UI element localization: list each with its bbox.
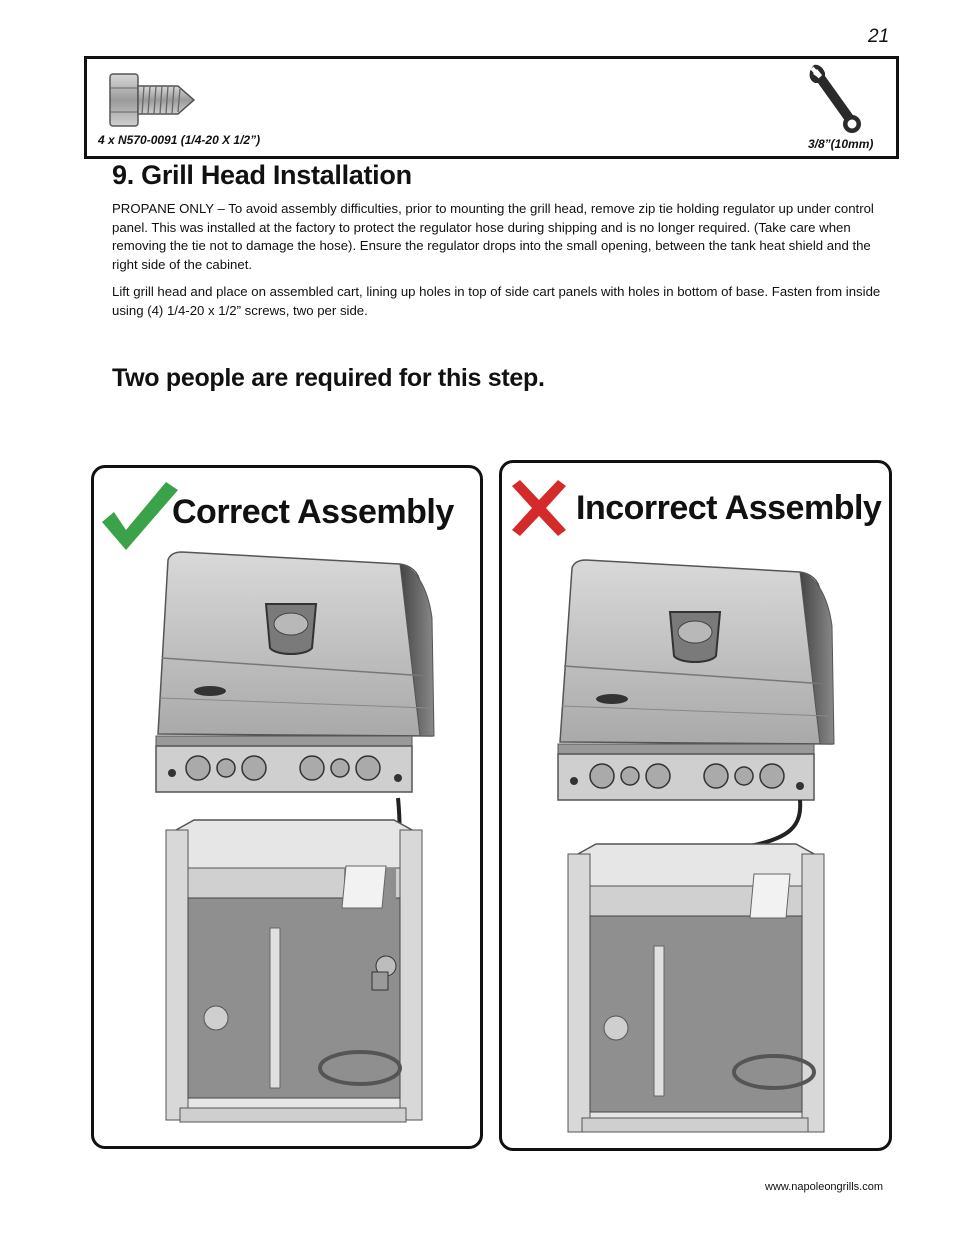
- section-title: 9. Grill Head Installation: [112, 160, 412, 190]
- cross-icon: [508, 478, 570, 538]
- incorrect-grill-illustration: [550, 556, 842, 1140]
- wrench-caption: 3/8”(10mm): [808, 137, 874, 151]
- instruction-paragraph-2: Lift grill head and place on assembled cart, lining up holes in top of side cart panels with holes in bottom of base. Fasten from inside using (4) 1/4-20 x 1/2” screws, two per side.: [112, 284, 881, 318]
- correct-grill-illustration: [150, 548, 440, 1138]
- checkmark-icon: [100, 480, 180, 552]
- screw-icon: [106, 70, 198, 130]
- instruction-paragraph-1: PROPANE ONLY – To avoid assembly difficulties, prior to mounting the grill head, remove zip tie holding regulator up under control panel. This was installed at the factory to protect the regulator hose during shipping and is no longer required. (Take care when removing the tie not to damage the hose). Ensure the regulator drops into the small opening, between the tank heat shield and the right side of the cabinet.: [112, 201, 874, 272]
- footer-website: www.napoleongrills.com: [765, 1181, 883, 1193]
- screw-caption: 4 x N570-0091 (1/4-20 X 1/2”): [98, 133, 261, 147]
- incorrect-assembly-title: Incorrect Assembly: [576, 489, 882, 527]
- page-number: 21: [868, 26, 890, 47]
- correct-assembly-title: Correct Assembly: [172, 493, 454, 531]
- two-people-warning: Two people are required for this step.: [112, 364, 545, 392]
- wrench-icon: [808, 62, 864, 136]
